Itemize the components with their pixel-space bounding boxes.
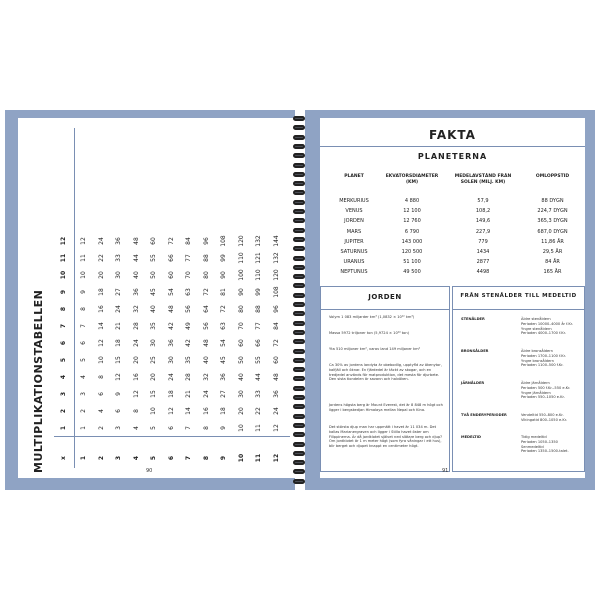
planet-orbit-cell: 84 ÅR [545,259,560,266]
table-cell: 24 [115,305,122,313]
table-cell: 99 [255,288,262,296]
table-cell: 110 [237,252,245,264]
earth-paragraph: Volym 1 083 miljarder km³ (1,0832 × 10¹² km³) [329,315,415,319]
planet-distance-cell: 227,9 [475,228,491,235]
spiral-ring [293,367,305,372]
table-cell: 6 [167,426,175,430]
table-cell: 22 [255,407,262,415]
table-cell: 3 [80,392,87,396]
table-cell: 35 [150,322,157,330]
spiral-ring [293,414,305,419]
table-header-cell: 11 [60,253,67,263]
distance-col-header: MEDELAVSTÅND FRÅN SOLEN (MILJ. KM) [454,174,512,185]
table-cell: 70 [185,271,192,279]
table-cell: 40 [150,305,157,313]
table-cell: 15 [150,390,157,398]
table-cell: 77 [185,254,192,262]
table-cell: 60 [150,237,157,245]
table-cell: 18 [97,288,105,296]
era-line: Perioden 1700–1100 f.Kr. [521,353,566,358]
table-cell: 88 [255,305,262,313]
table-cell: 4 [80,375,87,379]
table-cell: 44 [132,254,140,262]
table-header-cell: 4 [132,455,140,461]
table-cell: 108 [220,235,227,247]
table-cell: 20 [150,373,157,381]
table-cell: 20 [97,271,105,279]
spiral-ring [293,256,305,261]
spiral-ring [293,479,305,484]
table-cell: 56 [202,322,210,330]
spiral-ring [293,200,305,205]
planet-planet-cell: NEPTUNUS [340,269,368,276]
table-cell: 36 [115,237,122,245]
era-line: Äldre stenåldern [521,317,551,321]
era-description [521,349,581,368]
table-cell: 132 [272,252,280,264]
table-cell: 32 [132,305,140,313]
spiral-ring [293,460,305,465]
table-cell: 25 [150,356,157,364]
table-cell: 2 [97,426,105,430]
table-cell: 72 [167,237,175,245]
table-corner: x [60,456,67,460]
table-cell: 2 [80,409,87,413]
spiral-ring [293,376,305,381]
table-cell: 110 [255,269,262,281]
table-cell: 28 [132,322,140,330]
era-name: STENÅLDER [461,317,485,321]
table-cell: 20 [237,407,245,415]
spiral-ring [293,321,305,326]
table-cell: 55 [255,356,262,364]
spiral-ring [293,283,305,288]
planet-planet-cell: VENUS [345,208,363,215]
planet-planet-cell: MERKURIUS [339,198,369,204]
era-name: JÄRNÅLDER [461,381,485,385]
table-cell: 56 [185,305,192,313]
ages-title: FRÅN STENÅLDER TILL MEDELTID [460,293,577,299]
spiral-ring [293,144,305,149]
planet-diameter-cell: 143 000 [401,238,423,245]
planet-col-header: PLANET [344,174,364,179]
table-cell: 132 [255,235,262,247]
page-number-left: 90 [146,468,153,474]
table-header-cell: 10 [237,453,245,463]
era-description [521,381,581,400]
table-cell: 33 [115,254,122,262]
era-line: Vendeltid 550–800 e.Kr. [521,413,564,417]
era-line: Tidig medeltid [521,435,547,439]
table-cell: 66 [255,339,262,347]
table-cell: 27 [220,390,227,398]
planet-distance-cell: 108,2 [475,208,491,215]
table-cell: 1 [80,426,87,430]
table-header-cell: 6 [167,455,175,461]
era-line: Senmedeltid [521,444,544,449]
table-cell: 18 [167,390,175,398]
spiral-ring [293,218,305,223]
spiral-binding [293,112,305,488]
table-cell: 5 [80,358,87,362]
table-cell: 36 [220,373,227,381]
table-header-cell: 6 [60,340,67,346]
table-cell: 12 [80,237,87,245]
right-page [320,118,585,478]
planet-diameter-cell: 49 500 [403,269,421,276]
table-header-cell: 11 [255,453,262,463]
spiral-ring [293,265,305,270]
table-cell: 70 [237,322,245,330]
table-header-cell: 7 [60,323,67,329]
table-cell: 11 [255,424,262,432]
planet-diameter-cell: 12 100 [403,208,421,215]
table-header-cell: 3 [60,391,67,397]
table-header-cell: 2 [97,455,105,461]
table-cell: 9 [220,426,227,430]
table-header-cell: 5 [150,455,157,461]
planet-diameter-cell: 12 760 [403,218,421,225]
divider [453,309,584,310]
table-cell: 40 [132,271,140,279]
planet-orbit-cell: 365,3 DYGN [537,218,568,225]
table-header-cell: 10 [60,270,67,280]
era-line: Yngre stenåldern [521,326,552,331]
table-cell: 27 [115,288,122,296]
table-cell: 72 [220,305,227,313]
table-cell: 66 [167,254,175,262]
planet-diameter-cell: 51 100 [403,259,421,266]
table-header-divider [54,436,290,437]
table-cell: 108 [272,286,280,298]
spiral-ring [293,228,305,233]
table-cell: 9 [115,392,122,396]
table-cell: 3 [115,426,122,430]
table-cell: 6 [80,341,87,345]
spiral-ring [293,274,305,279]
table-cell: 24 [97,237,105,245]
multiplication-title: MULTIPLIKATIONSTABELLEN [32,289,45,473]
table-cell: 60 [272,356,280,364]
table-cell: 120 [237,235,245,247]
table-cell: 24 [272,407,280,415]
spiral-ring [293,330,305,335]
spiral-ring [293,135,305,140]
table-cell: 90 [237,288,245,296]
table-cell: 49 [185,322,192,330]
table-cell: 60 [237,339,245,347]
spiral-ring [293,469,305,474]
table-cell: 80 [202,271,210,279]
planet-diameter-cell: 4 880 [404,198,420,204]
spiral-ring [293,190,305,195]
table-cell: 48 [272,373,280,381]
table-cell: 10 [80,271,87,279]
table-cell: 45 [150,288,157,296]
earth-paragraph: Yta 510 miljoner km², varav land 149 miljoner km² [329,347,421,351]
table-cell: 16 [132,373,140,381]
orbit-col-header: OMLOPPSTID [535,174,570,179]
planet-diameter-cell: 120 500 [401,249,423,255]
table-cell: 6 [97,392,105,396]
spiral-ring [293,181,305,186]
table-cell: 84 [185,237,192,245]
table-cell: 12 [272,424,280,432]
table-cell: 6 [115,409,122,413]
table-cell: 4 [97,409,105,413]
table-cell: 48 [167,305,175,313]
table-cell: 88 [202,254,210,262]
divider [320,146,585,147]
table-cell: 14 [97,322,105,330]
table-cell: 16 [97,305,105,313]
table-cell: 20 [132,356,140,364]
table-header-cell: 9 [60,289,67,295]
spiral-ring [293,293,305,298]
table-cell: 96 [272,305,280,313]
table-cell: 24 [167,373,175,381]
table-header-cell: 1 [60,425,67,431]
table-header-cell: 8 [202,455,210,461]
spiral-ring [293,442,305,447]
spiral-ring [293,432,305,437]
table-cell: 21 [115,322,122,330]
table-cell: 8 [80,307,87,311]
table-header-cell: 12 [272,453,280,463]
table-cell: 18 [115,339,122,347]
table-cell: 45 [220,356,227,364]
table-cell: 22 [97,254,105,262]
diameter-col-header: EKVATORSDIAMETER (KM) [385,174,439,185]
table-cell: 42 [167,322,175,330]
ages-box [452,286,585,472]
table-cell: 90 [220,271,227,279]
table-cell: 72 [202,288,210,296]
era-line: Perioden 1050–1350 [521,439,558,444]
spiral-ring [293,163,305,168]
table-cell: 5 [150,426,157,430]
table-header-cell: 12 [60,236,67,246]
era-description [521,435,581,454]
planet-orbit-cell: 224,7 DYGN [537,208,568,215]
spiral-ring [293,404,305,409]
table-cell: 72 [272,339,280,347]
era-name: MEDELTID [461,435,481,439]
era-line: Yngre bronsåldern [521,358,554,363]
table-cell: 4 [132,426,140,430]
table-cell: 60 [167,271,175,279]
spiral-ring [293,386,305,391]
spiral-ring [293,451,305,456]
table-cell: 8 [97,375,105,379]
earth-title: JORDEN [368,293,402,301]
table-cell: 63 [185,288,192,296]
era-line: Äldre järnåldern [521,381,550,385]
planet-orbit-cell: 11,86 ÅR [541,238,564,245]
spiral-ring [293,237,305,242]
planet-orbit-cell: 165 ÅR [543,269,562,276]
table-header-cell: 1 [80,455,87,461]
planet-planet-cell: SATURNUS [340,249,368,255]
spiral-ring [293,358,305,363]
planet-distance-cell: 779 [478,238,488,245]
spiral-ring [293,125,305,130]
table-cell: 15 [115,356,122,364]
page-title: FAKTA [429,128,476,142]
table-cell: 32 [202,373,210,381]
table-cell: 35 [185,356,192,364]
table-cell: 50 [150,271,157,279]
planet-orbit-cell: 88 DYGN [541,198,564,204]
table-cell: 28 [185,373,192,381]
table-cell: 14 [185,407,192,415]
earth-paragraph: Det största djup man har uppmätt i havet är 11 034 m. Det kallas Marianergraven och ligger i Stilla havet öster om Filippinerna. Är då jordklotet självet ned slätare berg och djup? Om jordklotet är 1 m meter högt (som fyra våningar i ett hus), blir berget och djupet knappt en centimeter högt. [329,425,443,449]
table-cell: 7 [80,324,87,328]
table-cell: 120 [272,269,280,281]
table-cell: 54 [220,339,227,347]
earth-paragraph: Jordens högsta berg är Mount Everest, det är 8 848 m högt och ligger i bergskedjan Himalaya mellan Nepal och Kina. [329,403,443,412]
table-cell: 54 [167,288,175,296]
table-cell: 33 [255,390,262,398]
table-cell: 7 [185,426,192,430]
era-line: Perioden 500 f.Kr.–550 e.Kr. [521,385,571,390]
table-cell: 44 [255,373,262,381]
table-cell: 21 [185,390,192,398]
planet-planet-cell: JUPITER [344,238,364,245]
table-cell: 42 [185,339,192,347]
table-header-cell: 7 [185,455,192,461]
planet-planet-cell: JORDEN [344,218,364,225]
planet-distance-cell: 1434 [476,249,490,255]
era-line: Yngre järnåldern [521,390,551,395]
table-cell: 48 [202,339,210,347]
table-cell: 121 [255,252,262,264]
table-cell: 63 [220,322,227,330]
era-line: Perioden 4000–1700 f.Kr. [521,331,566,336]
table-cell: 36 [132,288,140,296]
table-header-cell: 4 [60,374,67,380]
table-cell: 18 [220,407,227,415]
table-cell: 8 [132,409,140,413]
table-cell: 55 [150,254,157,262]
era-name: BRONSÅLDER [461,349,489,353]
table-header-cell: 9 [220,455,227,461]
earth-box [320,286,450,472]
table-cell: 10 [237,424,245,432]
spiral-ring [293,339,305,344]
planet-orbit-cell: 687,0 DYGN [537,228,568,235]
era-line: Perioden 550–1050 e.Kr. [521,395,565,400]
planet-diameter-cell: 6 790 [404,228,420,235]
table-cell: 36 [167,339,175,347]
table-cell: 80 [237,305,245,313]
spiral-ring [293,423,305,428]
table-cell: 36 [272,390,280,398]
spiral-ring [293,311,305,316]
table-cell: 24 [132,339,140,347]
spiral-ring [293,116,305,121]
table-cell: 40 [202,356,210,364]
era-line: Perioden 1100–500 f.Kr. [521,363,564,368]
table-cell: 100 [237,269,245,281]
table-cell: 96 [202,237,210,245]
table-header-cell: 5 [60,357,67,363]
table-cell: 50 [237,356,245,364]
table-cell: 9 [80,290,87,294]
era-line: Perioden 10000–4000 år f.Kr. [521,321,573,326]
table-header-divider [74,128,75,468]
table-cell: 10 [97,356,105,364]
table-header-cell: 8 [60,306,67,312]
table-cell: 144 [272,235,280,247]
table-cell: 12 [167,407,175,415]
table-cell: 12 [132,390,140,398]
table-cell: 12 [97,339,105,347]
earth-paragraph: Massa 5972 triljoner ton (5,9724 × 10²⁴ ton) [329,331,410,335]
era-description [521,317,581,336]
table-cell: 40 [237,373,245,381]
planet-distance-cell: 57,9 [477,198,489,204]
table-cell: 99 [220,254,227,262]
table-cell: 16 [202,407,210,415]
era-name: TVÅ ENDERYPERIODER [461,413,507,417]
spiral-ring [293,302,305,307]
table-header-cell: 3 [115,455,122,461]
era-line: Vikingatid 800–1050 e.Kr. [521,417,567,422]
spiral-ring [293,349,305,354]
divider [321,309,449,310]
table-cell: 30 [115,271,122,279]
earth-paragraph: Ca 30% av jordens landyta är obebodlig, upptyfld av ökenytor, kalfjäll och öknar. En fjärdedel är täckt av skogar, och en tredjedel används för matproduktion, det mesta för djurbete. Den sista tiondelen är savann och halvöken. [329,363,442,382]
table-cell: 77 [255,322,262,330]
table-cell: 24 [202,390,210,398]
planet-distance-cell: 149,6 [475,218,491,225]
page-number-right: 91 [442,468,449,474]
table-cell: 84 [272,322,280,330]
table-cell: 81 [220,288,227,296]
table-cell: 64 [202,305,210,313]
era-line: Äldre bronsåldern [521,349,553,353]
planet-orbit-cell: 29,5 ÅR [542,249,563,255]
planet-distance-cell: 4498 [476,269,490,276]
planet-planet-cell: URANUS [343,259,365,266]
table-cell: 8 [202,426,210,430]
table-cell: 48 [132,237,140,245]
planet-planet-cell: MARS [346,228,362,235]
era-description [521,413,581,423]
left-page [18,118,295,478]
table-cell: 30 [150,339,157,347]
planets-title: PLANETERNA [417,152,488,161]
spiral-ring [293,246,305,251]
spiral-ring [293,209,305,214]
table-cell: 12 [115,373,122,381]
planet-distance-cell: 2877 [476,259,490,266]
spiral-ring [293,172,305,177]
table-cell: 30 [237,390,245,398]
spiral-ring [293,395,305,400]
multiplication-grid [18,118,295,478]
table-cell: 11 [80,254,87,262]
table-cell: 30 [167,356,175,364]
table-cell: 10 [150,407,157,415]
era-line: Perioden 1350–1500-talet. [521,449,569,454]
spiral-ring [293,153,305,158]
table-header-cell: 2 [60,408,67,414]
